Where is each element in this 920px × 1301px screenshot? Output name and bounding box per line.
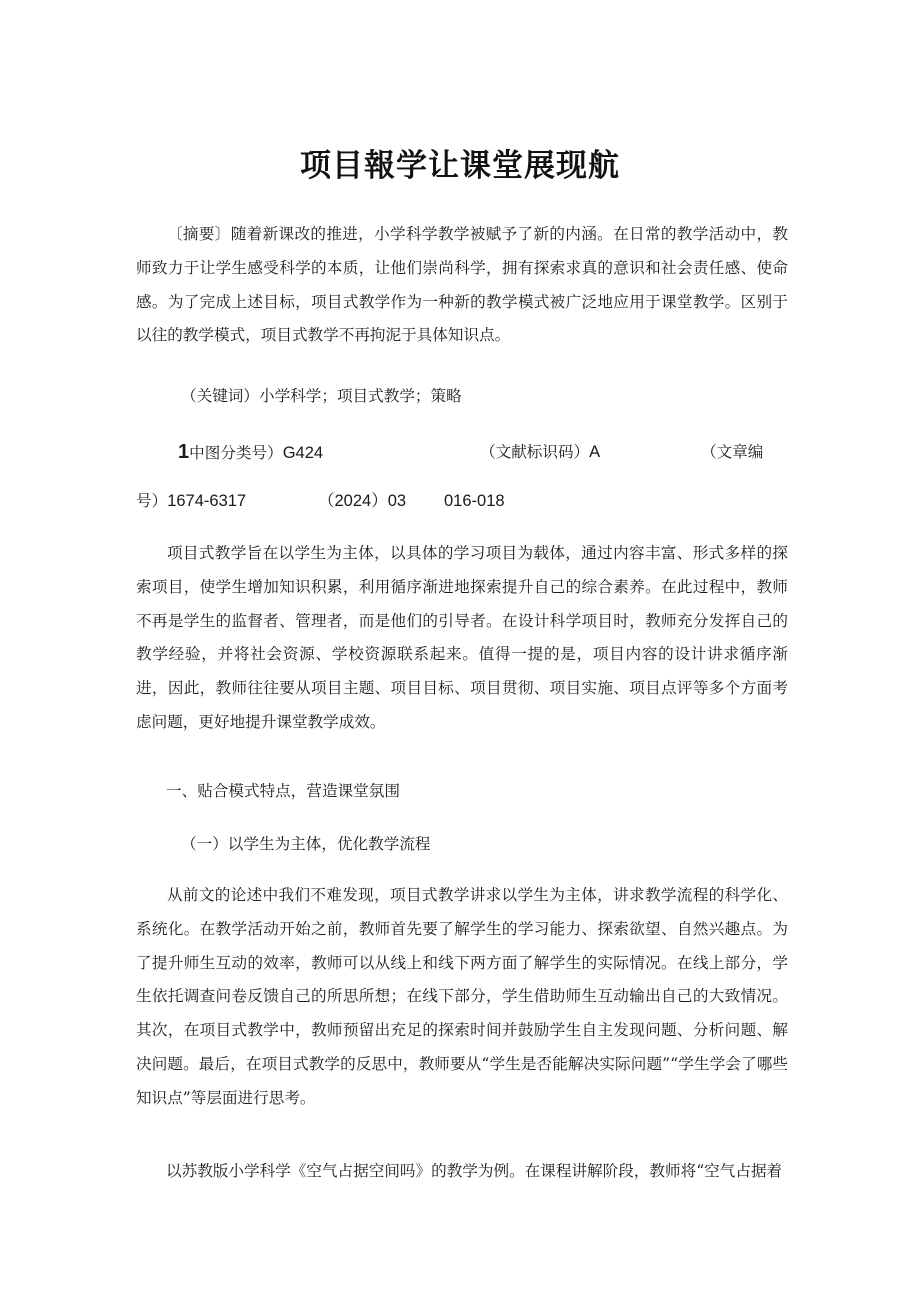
article-number-row — [0, 486, 920, 516]
doc-code-field — [480, 437, 600, 467]
year-issue-value: （2024）03 — [318, 492, 407, 510]
article-number-label: （文章编 — [701, 443, 764, 461]
body-paragraph-1: 从前文的论述中我们不难发现，项目式教学讲求以学生为主体，讲求教学流程的科学化、系统化。在教学活动开始之前，教师首先要了解学生的学习能力、探索欲望、自然兴趣点。为了提升师生互动的效率，教师可以从线上和线下两方面了解学生的实际情况。在线上部分，学生依托调查问卷反馈自己的所思所想；在线下部分，学生借助师生互动输出自己的大致情况。其次，在项目式教学中，教师预留出充足的探索时间并鼓励学生自主发现问题、分析问题、解决问题。最后，在项目式教学的反思中，教师要从“学生是否能解决实际问题”“学生学会了哪些知识点”等层面进行思考。 — [136, 886, 788, 1107]
doc-code-label: （文献标识码） — [480, 443, 590, 461]
page-range-value: 016-018 — [444, 492, 505, 510]
clc-field — [178, 437, 323, 468]
abstract-paragraph: 〔摘要〕随着新课改的推进，小学科学教学被赋予了新的内涵。在日常的教学活动中，教师致力于让学生感受科学的本质，让他们崇尚科学，拥有探索求真的意识和社会责任感、使命感。为了完成上述目标，项目式教学作为一种新的教学模式被广泛地应用于课堂教学。区别于以往的教学模式，项目式教学不再拘泥于具体知识点。 — [136, 225, 788, 345]
intro-paragraph: 项目式教学旨在以学生为主体，以具体的学习项目为载体，通过内容丰富、形式多样的探索项目，使学生增加知识积累，利用循序渐进地探索提升自己的综合素养。在此过程中，教师不再是学生的监督者、管理者，而是他们的引导者。在设计科学项目时，教师充分发挥自己的教学经验，并将社会资源、学校资源联系起来。值得一提的是，项目内容的设计讲求循序渐进，因此，教师往往要从项目主题、项目目标、项目贯彻、项目实施、项目点评等多个方面考虑问题，更好地提升课堂教学成效。 — [136, 544, 788, 731]
clc-marker: 1 — [178, 441, 190, 463]
clc-label: 中图分类号） — [189, 444, 283, 462]
article-label-cont: 号） — [136, 492, 168, 510]
clc-value: G424 — [282, 444, 324, 462]
classification-row — [0, 437, 920, 467]
section-heading: 一、贴合模式特点，营造课堂氛围 — [166, 782, 400, 800]
keywords-line: （关键词）小学科学；项目式教学；策略 — [181, 387, 462, 405]
subsection-heading: （一）以学生为主体，优化教学流程 — [181, 835, 431, 853]
issn-value: 1674-6317 — [167, 492, 247, 510]
doc-code-value: A — [589, 443, 601, 461]
body-paragraph-2: 以苏教版小学科学《空气占据空间吗》的教学为例。在课程讲解阶段，教师将“空气占据着 — [166, 1162, 783, 1180]
article-number-field — [136, 486, 246, 516]
page-title: 项目報学让课堂展现航 — [300, 148, 620, 184]
